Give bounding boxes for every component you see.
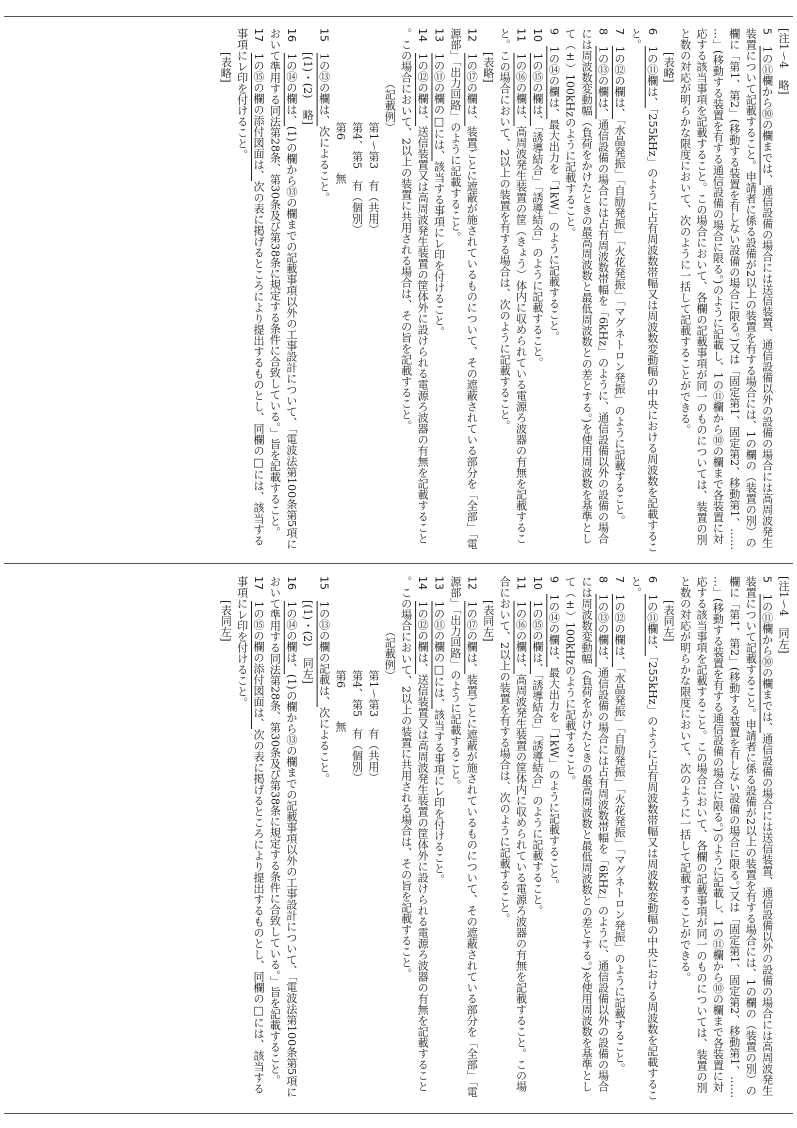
note-number: 15 xyxy=(317,28,331,42)
note-6 xyxy=(627,576,660,1102)
note-5 xyxy=(676,576,774,1102)
note-12 xyxy=(446,28,479,554)
note-body: 「255kHz」のように占有周波数帯幅又は周波数変動幅の中央における周波数を記載すること。 xyxy=(629,28,659,553)
note-body: 送信装置又は高周波発生装置の筐体外に設けられる電源ろ波器の有無を記載すること。この場合において、2以上の装置に共用される場合は、その旨を記載すること。 xyxy=(399,576,430,1092)
note-body: 高周波発生装置の筐体内に収められている電源ろ波器の有無を記載すること。この場合において、2以上の装置を有する場合は、次のように記載すること。 xyxy=(498,576,528,1092)
note-11 xyxy=(496,576,529,1102)
table-same-label: [表同左] xyxy=(481,600,495,642)
example-line-3: 第6 無 xyxy=(334,121,348,184)
note-body: (1)の欄から⑬の欄までの記載事項以外の工事設計について、「電波法第100条第5項において準用する同法第28条、第30条及び第38条に規定する条件に合致している。」旨を記載すること。 xyxy=(268,28,298,550)
sub-items-same: [(1)・(2) 同左] xyxy=(301,600,315,684)
note-number: 14 xyxy=(416,576,430,590)
note-9 xyxy=(545,28,561,554)
note-lead: 1の⑪欄は、 xyxy=(645,46,659,108)
example-line-1: 第1～第3 有（共用） xyxy=(366,121,380,235)
example-line-1: 第1～第3 有（共用） xyxy=(366,669,380,783)
note-13 xyxy=(430,576,446,1102)
note-number: 5 xyxy=(760,576,774,583)
note-body: 次によること。 xyxy=(317,707,331,784)
bottom-border-rule xyxy=(4,1113,793,1114)
example-line-2: 第4、第5 有（個別） xyxy=(350,121,364,235)
old-text-panel xyxy=(0,22,797,558)
note-body: 最大出力を「1kW」のように記載すること。 xyxy=(547,119,561,342)
note-body: 通信設備の場合には送信装置、通信設備以外の設備の場合には高周波発生装置について記載すること。申請者に係る設備が2以上の装置を有する場合には、1の欄の（装置の別）の欄に「第1、第2」(移動する装置を有しない設備の場合に限る。)又は「固定第1、固定第2、移動第1、………」(移動する装置を有する通信設備の場合に限る。)のように記載し、1の⑪欄から⑩の欄まで各装置に対応する該当事項を記載すること。この場合において、各欄の記載事項が同一のものについては、装置の別と数の対応が明らかな限度において、次のように一括して記載することができる。 xyxy=(678,576,774,1099)
note-14 xyxy=(397,28,430,554)
note-body: 高周波発生装置の筐（きょう）体内に収められている電源ろ波器の有無を記載すること。この場合において、2以上の装置を有する場合は、次のように記載すること。 xyxy=(498,28,528,544)
old-text-column xyxy=(217,28,791,554)
note-lead: 1の⑰の欄は、 xyxy=(465,601,479,674)
table-omitted-label: [表略] xyxy=(481,52,495,83)
note-number: 15 xyxy=(317,576,331,590)
note-number: 11 xyxy=(514,28,528,42)
note-11 xyxy=(496,28,529,554)
new-text-panel xyxy=(0,570,797,1106)
note-lead: 1の⑪の欄の□には、 xyxy=(432,53,446,161)
note-number: 9 xyxy=(547,576,561,583)
note-lead: 1の⑯の欄は、 xyxy=(514,601,528,674)
note-16 xyxy=(266,576,299,1102)
note-body: 通信設備の場合には占有周波数帯幅を「6kHz」のように、通信設備以外の設備の場合には周波数変動幅（負荷をかけたときの最高周波数と最低周波数との差とする。)を使用周波数を基準として（±）100kHzのように記載すること。 xyxy=(563,28,610,545)
example-line-2: 第4、第5 有（個別） xyxy=(350,669,364,783)
note-body: 「水晶発振」「自励発振」「火花発振」「マグネトロン発振」のように記載すること。 xyxy=(612,119,626,526)
note-body: 「水晶発振」「自励発振」「火花発振」「マグネトロン発振」のように記載すること。 xyxy=(612,667,626,1074)
note-lead: 1の⑪欄から⑩の欄までは、 xyxy=(760,46,774,185)
note-body: 送信装置又は高周波発生装置の筐体外に設けられる電源ろ波器の有無を記載すること。この場合において、2以上の装置に共用される場合は、その旨を記載すること。 xyxy=(399,28,430,544)
table-same-label: [表同左] xyxy=(219,600,233,642)
note-number: 5 xyxy=(760,28,774,35)
sub-items-omitted: [(1)・(2) 略] xyxy=(301,52,315,125)
note-12 xyxy=(446,576,479,1102)
example-label: （記載例） xyxy=(383,625,397,681)
note-17 xyxy=(233,28,266,554)
example-label: （記載例） xyxy=(383,77,397,133)
note-lead: 1の⑮の欄の添付図面は、 xyxy=(252,53,265,181)
note-9 xyxy=(545,576,561,1102)
note-lead: 1の⑬の欄は、 xyxy=(596,594,610,667)
note-body: 装置ごとに遮蔽が施されているものについて、その遮蔽されている部分を「全部」「電源部」「出力回路」のように記載すること。 xyxy=(448,28,479,550)
note-body: 「255kHz」のように占有周波数帯幅又は周波数変動幅の中央における周波数を記載すること。 xyxy=(629,576,659,1101)
middle-divider-rule xyxy=(4,563,793,564)
note-lead: 1の⑬の欄は、 xyxy=(317,53,331,126)
note-number: 13 xyxy=(432,28,446,42)
note-lead: 1の⑮の欄の添付図面は、 xyxy=(252,601,265,729)
note-body: 該当する事項にレ印を付けること。 xyxy=(432,161,446,337)
note-number: 7 xyxy=(612,576,626,583)
note-number: 8 xyxy=(596,28,610,35)
note-body: 通信設備の場合には占有周波数帯幅を「6kHz」のように、通信設備以外の設備の場合には周波数変動幅（負荷をかけたときの最高周波数と最低周波数との差とする。)を使用周波数を基準として（±）100kHzのように記載すること。 xyxy=(563,576,610,1093)
new-text-column xyxy=(217,576,791,1102)
note-14 xyxy=(397,576,430,1102)
note-16 xyxy=(266,28,299,554)
note-13 xyxy=(430,28,446,554)
note-lead: 1の⑮の欄は、 xyxy=(530,53,544,126)
note-8 xyxy=(561,576,610,1102)
note-body: 「誘導結合」「誘導結合」のように記載すること。 xyxy=(530,674,544,916)
note-10 xyxy=(529,28,545,554)
note-number: 10 xyxy=(530,28,544,42)
note-17 xyxy=(233,576,266,1102)
note-body: 次によること。 xyxy=(317,126,331,203)
note-body: 通信設備の場合には送信装置、通信設備以外の設備の場合には高周波発生装置について記載すること。申請者に係る設備が2以上の装置を有する場合には、1の欄の（装置の別）の欄に「第1、第2」(移動する装置を有しない設備の場合に限る。)又は「固定第1、固定第2、移動第1、………」(移動する装置を有する通信設備の場合に限る。)のように記載し、1の⑪欄から⑩の欄まで各装置に対応する該当事項を記載すること。この場合において、各欄の記載事項が同一のものについては、装置の別と数の対応が明らかな限度において、次のように一括して記載することができる。 xyxy=(678,28,774,551)
note-5 xyxy=(676,28,774,554)
note-lead: 1の⑰の欄は、 xyxy=(465,53,479,126)
note-number: 16 xyxy=(284,28,298,42)
table-omitted-label: [表略] xyxy=(219,52,233,83)
note-15 xyxy=(315,28,331,554)
note-lead: 1の⑫の欄は、 xyxy=(612,594,626,667)
note-number: 17 xyxy=(252,576,265,590)
table-same-label: [表同左] xyxy=(662,600,676,642)
note-7 xyxy=(611,28,627,554)
note-body: (1)の欄から⑬の欄までの記載事項以外の工事設計について、「電波法第100条第5項において準用する同法第28条、第30条及び第38条に規定する条件に合致している。」旨を記載すること。 xyxy=(268,576,298,1098)
note-body: 該当する事項にレ印を付けること。 xyxy=(432,709,446,885)
note-lead: 1の⑬の欄の記載は、 xyxy=(317,601,331,707)
note-number: 9 xyxy=(547,28,561,35)
note-lead: 1の⑬の欄は、 xyxy=(596,46,610,119)
note-number: 6 xyxy=(645,28,659,35)
note-body: 「誘導結合」「誘導結合」のように記載すること。 xyxy=(530,126,544,368)
note-lead: 1の⑮の欄は、 xyxy=(530,601,544,674)
note-number: 8 xyxy=(596,576,610,583)
note-10 xyxy=(529,576,545,1102)
note-lead: 1の⑭の欄は、 xyxy=(547,46,561,119)
note-lead: 1の⑭の欄は、 xyxy=(284,601,298,674)
note-body: 次の表に掲げるところにより提出するものとし、同欄の□には、該当する事項にレ印を付けること。 xyxy=(235,28,265,546)
note-body: 最大出力を「1kW」のように記載すること。 xyxy=(547,667,561,890)
note-lead: 1の⑯の欄は、 xyxy=(514,53,528,126)
note-number: 10 xyxy=(530,576,544,590)
example-line-3: 第6 無 xyxy=(334,669,348,732)
note-body: 装置ごとに遮蔽が施されているものについて、その遮蔽されている部分を「全部」「電源部」「出力回路」のように記載すること。 xyxy=(448,576,479,1098)
note-7 xyxy=(611,576,627,1102)
note-number: 7 xyxy=(612,28,626,35)
note-6 xyxy=(627,28,660,554)
note-number: 16 xyxy=(284,576,298,590)
note-number: 11 xyxy=(514,576,528,590)
note-lead: 1の⑪欄から⑩の欄までは、 xyxy=(760,594,774,733)
note-number: 6 xyxy=(645,576,659,583)
note-number: 13 xyxy=(432,576,446,590)
note-lead: 1の⑭の欄は、 xyxy=(284,53,298,126)
note-lead: 1の⑪の欄の□には、 xyxy=(432,601,446,709)
note-lead: 1の⑭の欄は、 xyxy=(547,594,561,667)
note-number: 14 xyxy=(416,28,430,42)
top-border-rule xyxy=(4,16,793,17)
table-omitted-label: [表略] xyxy=(662,52,676,83)
note-number: 12 xyxy=(465,576,479,590)
note-8 xyxy=(561,28,610,554)
note-15 xyxy=(315,576,331,1102)
note-header: [注1～4 略] xyxy=(777,28,790,95)
note-lead: 1の⑫の欄は、 xyxy=(416,53,430,126)
note-number: 12 xyxy=(465,28,479,42)
note-number: 17 xyxy=(252,28,265,42)
note-body: 次の表に掲げるところにより提出するものとし、同欄の□には、該当する事項にレ印を付けること。 xyxy=(235,576,265,1094)
note-lead: 1の⑫の欄は、 xyxy=(416,601,430,674)
note-lead: 1の⑪欄は、 xyxy=(645,594,659,656)
note-header: [注1～4 同左] xyxy=(777,576,790,654)
note-lead: 1の⑫の欄は、 xyxy=(612,46,626,119)
